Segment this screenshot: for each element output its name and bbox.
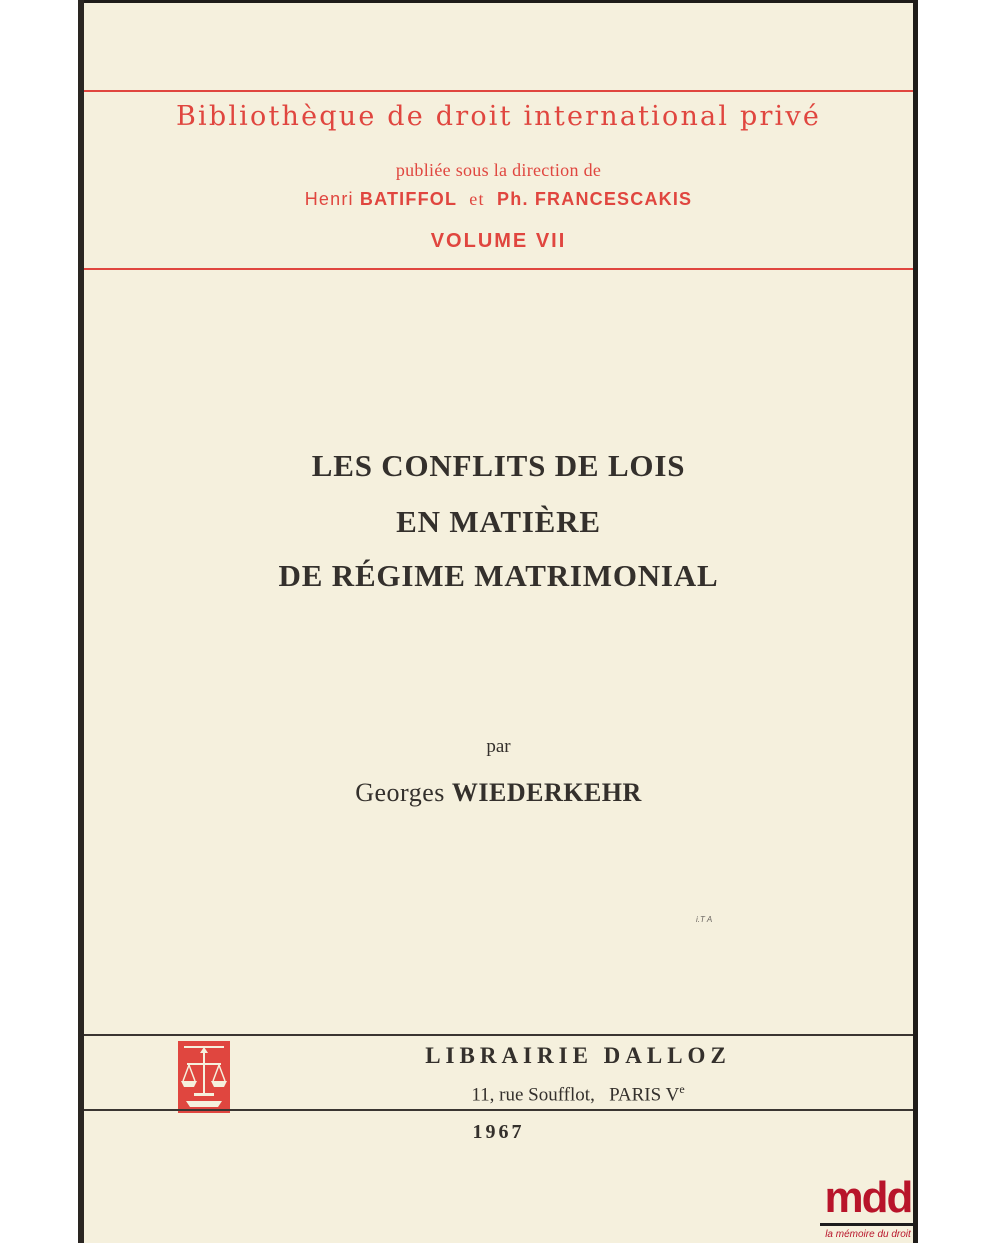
author-last-name: WIEDERKEHR: [451, 778, 642, 807]
publisher-name: LIBRAIRIE DALLOZ: [425, 1043, 731, 1068]
watermark-tagline: la mémoire du droit: [825, 1229, 911, 1240]
top-red-rule: [84, 90, 913, 92]
directors-conjunction: et: [469, 189, 485, 209]
header-bottom-red-rule: [84, 268, 913, 270]
book-title-line-3: DE RÉGIME MATRIMONIAL: [278, 558, 719, 593]
by-label: par: [486, 736, 511, 757]
publisher-address: [288, 1082, 868, 1106]
author-name: [84, 778, 913, 808]
series-directors: [84, 189, 913, 210]
director-1-first-name: Henri: [304, 189, 354, 209]
watermark-logo: [818, 1173, 918, 1243]
director-2-first-name: Ph.: [497, 189, 529, 209]
handwritten-annotation: i.T A: [696, 915, 713, 924]
publisher-top-rule: [84, 1034, 913, 1036]
volume-label: VOLUME VII: [430, 230, 567, 252]
watermark-wordmark: mdd: [824, 1173, 912, 1222]
publisher-city-superscript: e: [679, 1082, 685, 1096]
director-1-last-name: BATIFFOL: [359, 189, 457, 209]
watermark-underline: [820, 1223, 914, 1226]
book-cover: [84, 3, 913, 1243]
series-title: Bibliothèque de droit international privé: [175, 101, 822, 132]
direction-line: publiée sous la direction de: [395, 160, 602, 180]
scales-of-justice-icon: [178, 1041, 230, 1113]
publisher-city: PARIS V: [609, 1084, 680, 1106]
book-title-line-1: LES CONFLITS DE LOIS: [311, 448, 686, 483]
author-first-name: Georges: [355, 778, 445, 807]
publisher-street: 11, rue Soufflot,: [471, 1084, 595, 1106]
publisher-bottom-rule: [84, 1109, 913, 1111]
book-title-line-2: EN MATIÈRE: [396, 504, 601, 539]
publication-year: 1967: [472, 1121, 525, 1143]
director-2-last-name: FRANCESCAKIS: [534, 189, 693, 209]
scan-right-edge: [913, 0, 918, 1243]
